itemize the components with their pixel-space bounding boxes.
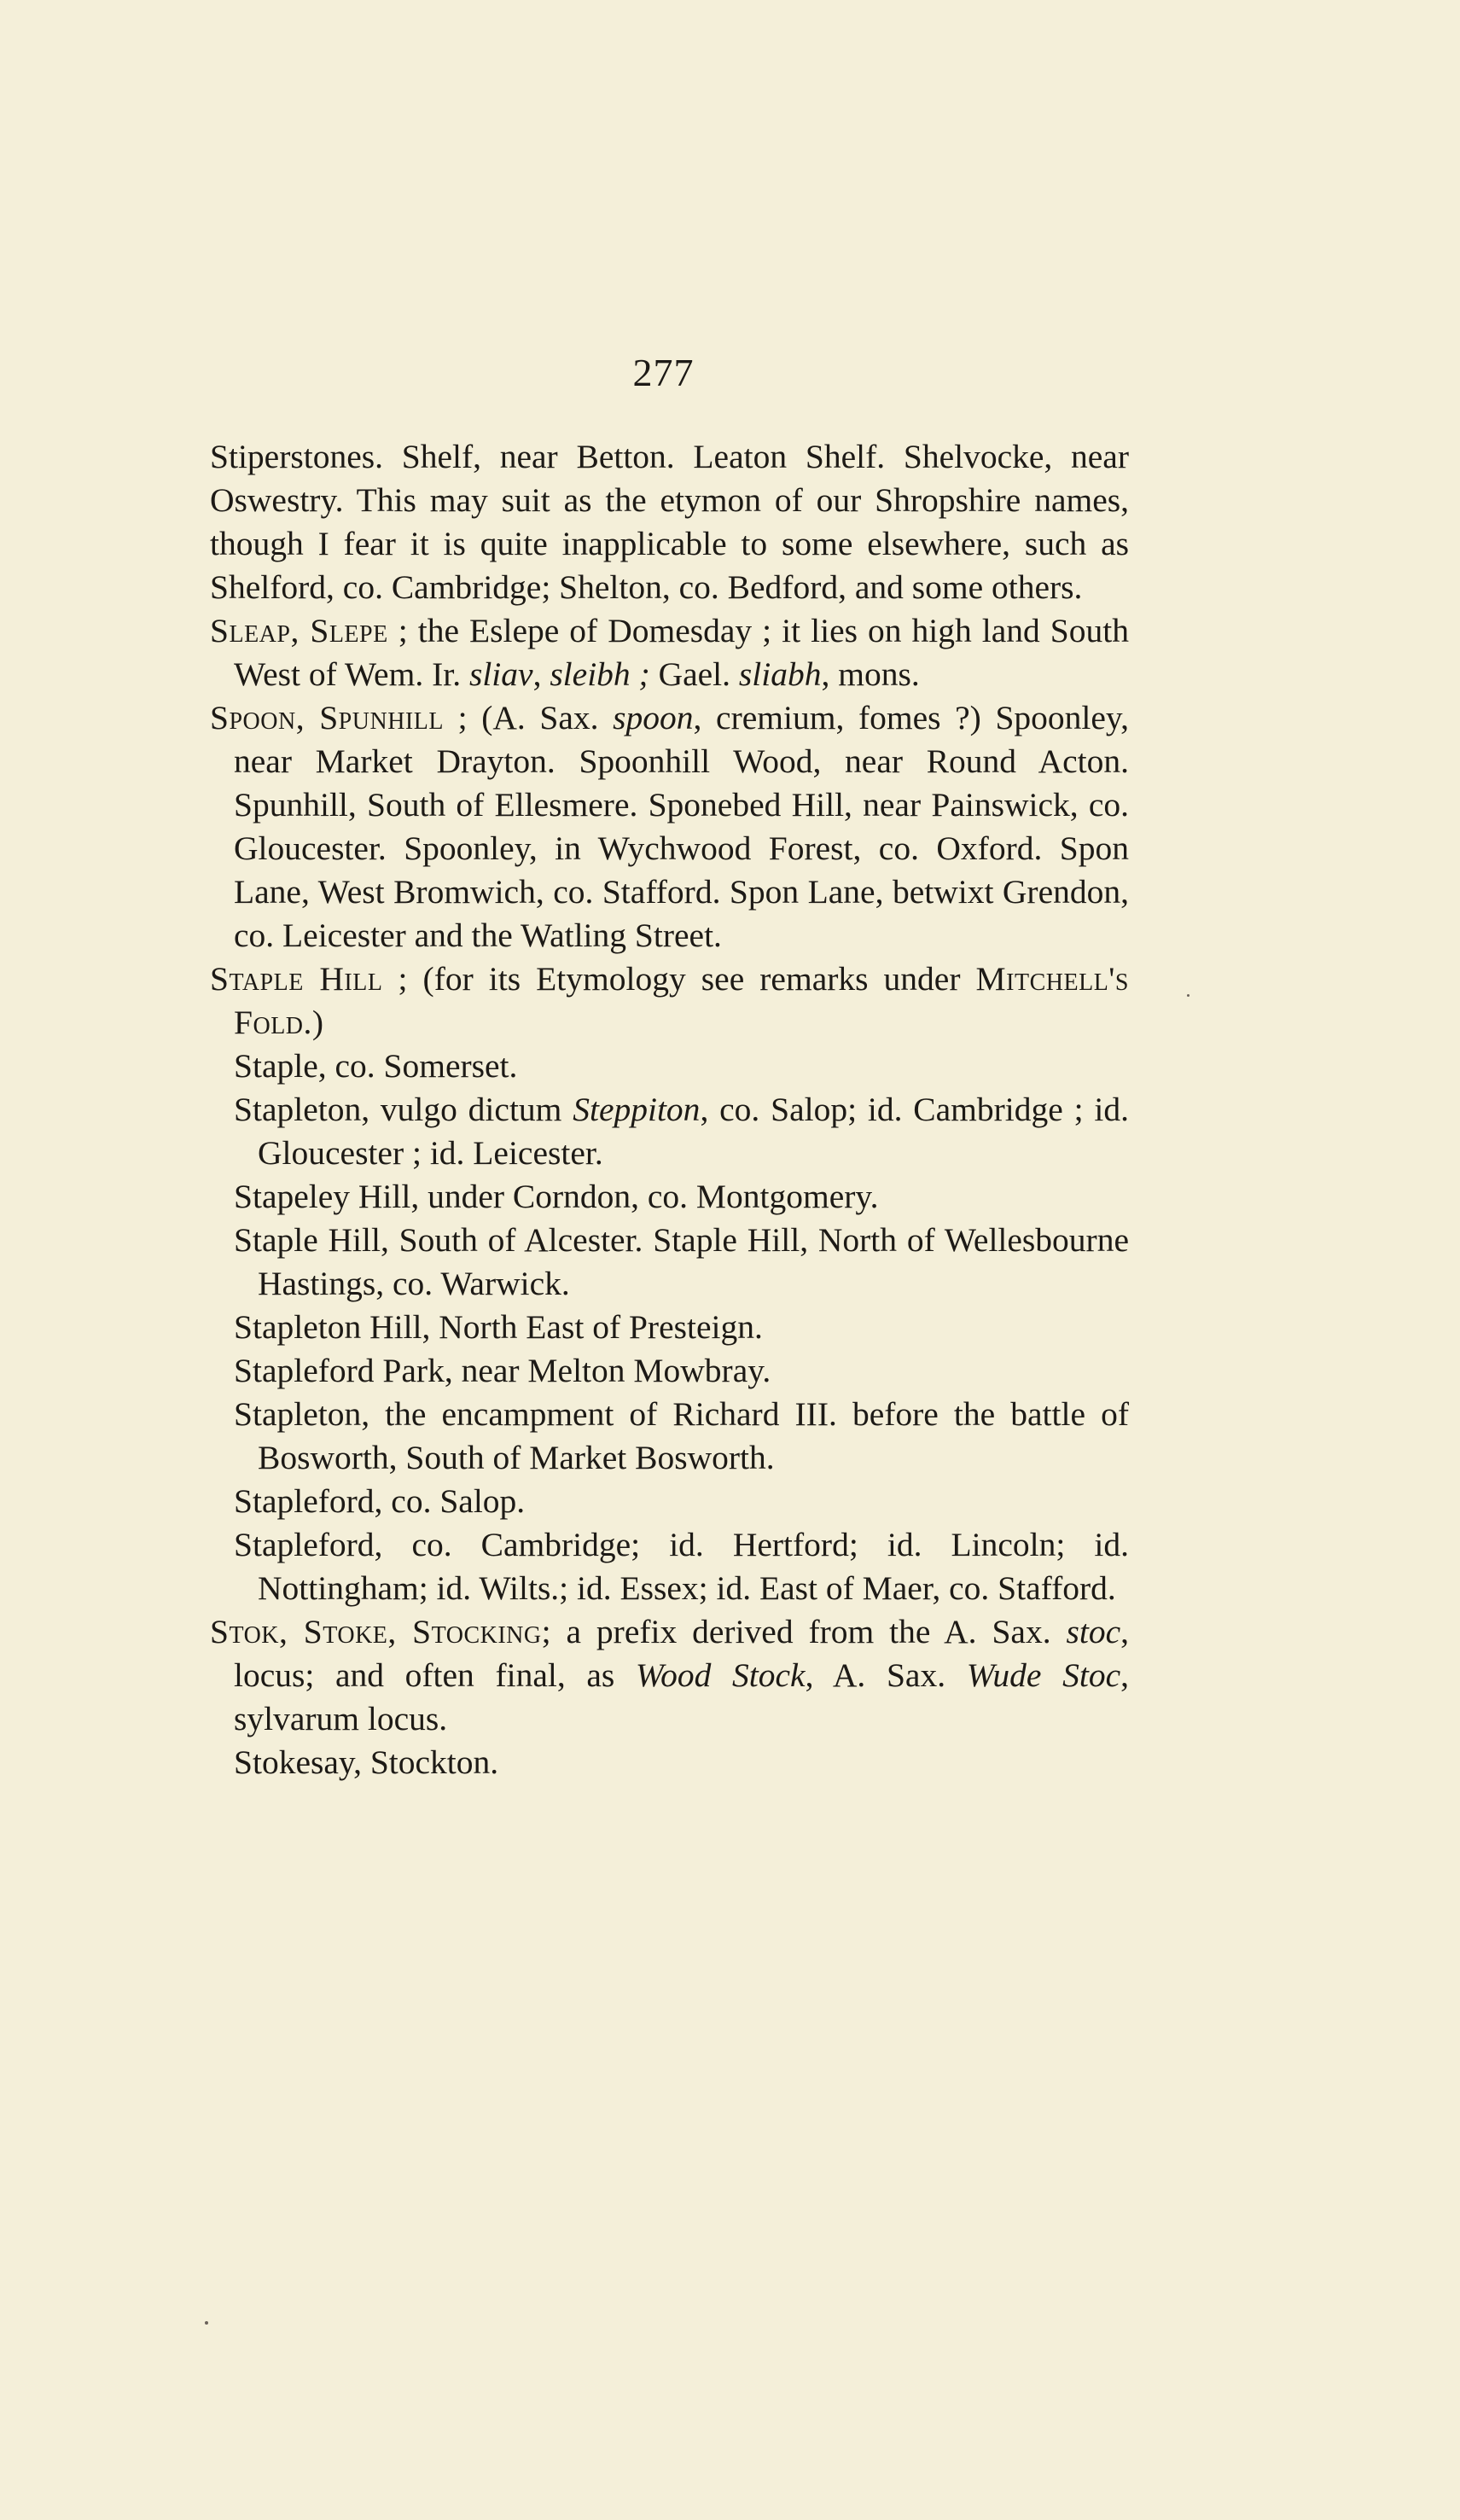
text-run: ) [311,1004,324,1041]
text-run: ; a prefix derived from the A. Sax. [541,1613,1067,1650]
text-run: Stapleford, co. Salop. [234,1482,526,1520]
page-number: 277 [632,351,695,394]
text-run: Stokesay, Stockton. [234,1743,499,1781]
paragraph [210,696,1129,957]
text-run: Staple, co. Somerset. [234,1047,518,1085]
headword: Sleap, Slepe [210,612,388,649]
italic-run: spoon [613,699,694,736]
paragraph [210,1523,1129,1610]
text-run: Stapleton Hill, North East of Presteign. [234,1308,763,1346]
text-run: Stapleton, the encampment of Richard III. before the battle of Bosworth, South of Market Bosworth. [234,1395,1129,1476]
text-run: , A. Sax. [805,1656,967,1694]
text-run: , sylvarum locus. [234,1656,1129,1737]
text-run: , [532,655,550,693]
text-run: , mons. [821,655,920,693]
headword: Stok, Stoke, Stocking [210,1613,542,1650]
paragraph [210,435,1129,609]
page-speck [205,2321,208,2325]
paragraph [210,1480,1129,1523]
paragraph [210,1741,1129,1784]
italic-run: Wude Stoc [966,1656,1121,1694]
text-run: ; the Eslepe of Domesday ; it lies on high land South West of Wem. Ir. [234,612,1129,693]
italic-run: Steppiton [573,1091,701,1128]
paragraph [210,1045,1129,1088]
paragraph [210,1306,1129,1349]
italic-run: sliav [468,655,533,693]
text-run: Stapleton, vulgo dictum [234,1091,573,1128]
headword: Staple Hill [210,960,383,998]
text-run: ; (A. Sax. [443,699,614,736]
paragraph [210,1175,1129,1219]
text-run: , cremium, fomes ?) Spoonley, near Market Drayton. Spoonhill Wood, near Round Acton. Spunhill, South of Ellesmere. Sponebed Hill, near Painswick, co. Gloucester. Spoonley, in Wychwood Forest, co. Oxford. Spon Lane, West Bromwich, co. Stafford. Spon Lane, betwixt Grendon, co. Leicester and the Watling Street. [234,699,1129,954]
text-run: , co. Salop; id. Cambridge ; id. Gloucester ; id. Leicester. [258,1091,1129,1172]
headword: Spoon, Spunhill [210,699,444,736]
text-run: ; (for its Etymology see remarks under [382,960,976,998]
paragraph [210,1219,1129,1306]
text-run: Stapleford, co. Cambridge; id. Hertford; id. Lincoln; id. Nottingham; id. Wilts.; id. Essex; id. East of Maer, co. Stafford. [234,1526,1129,1607]
paragraph [210,1610,1129,1741]
text-run: Stiperstones. Shelf, near Betton. Leaton Shelf. Shelvocke, near Oswestry. This may suit as the etymon of our Shropshire names, though I fear it is quite inapplicable to some elsewhere, such as Shelford, co. Cambridge; Shelton, co. Bedford, and some others. [210,438,1129,606]
paragraph [210,1088,1129,1175]
italic-run: stoc [1066,1613,1121,1650]
italic-run: sliabh [738,655,822,693]
paragraph [210,609,1129,696]
text-run: , locus; and often final, as [234,1613,1129,1694]
headword: Mitchell's Fold. [234,960,1129,1041]
paragraph [210,1349,1129,1393]
text-body [210,435,1129,1784]
text-run: Staple Hill, South of Alcester. Staple Hill, North of Wellesbourne Hastings, co. Warwick. [234,1221,1129,1302]
italic-run: sleibh ; [550,655,650,693]
italic-run: Wood Stock [635,1656,806,1694]
text-run: Stapleford Park, near Melton Mowbray. [234,1352,771,1389]
page-speck [1187,994,1190,997]
paragraph [210,957,1129,1045]
paragraph [210,1393,1129,1480]
text-run: Gael. [649,655,739,693]
text-run: Stapeley Hill, under Corndon, co. Montgomery. [234,1178,879,1215]
